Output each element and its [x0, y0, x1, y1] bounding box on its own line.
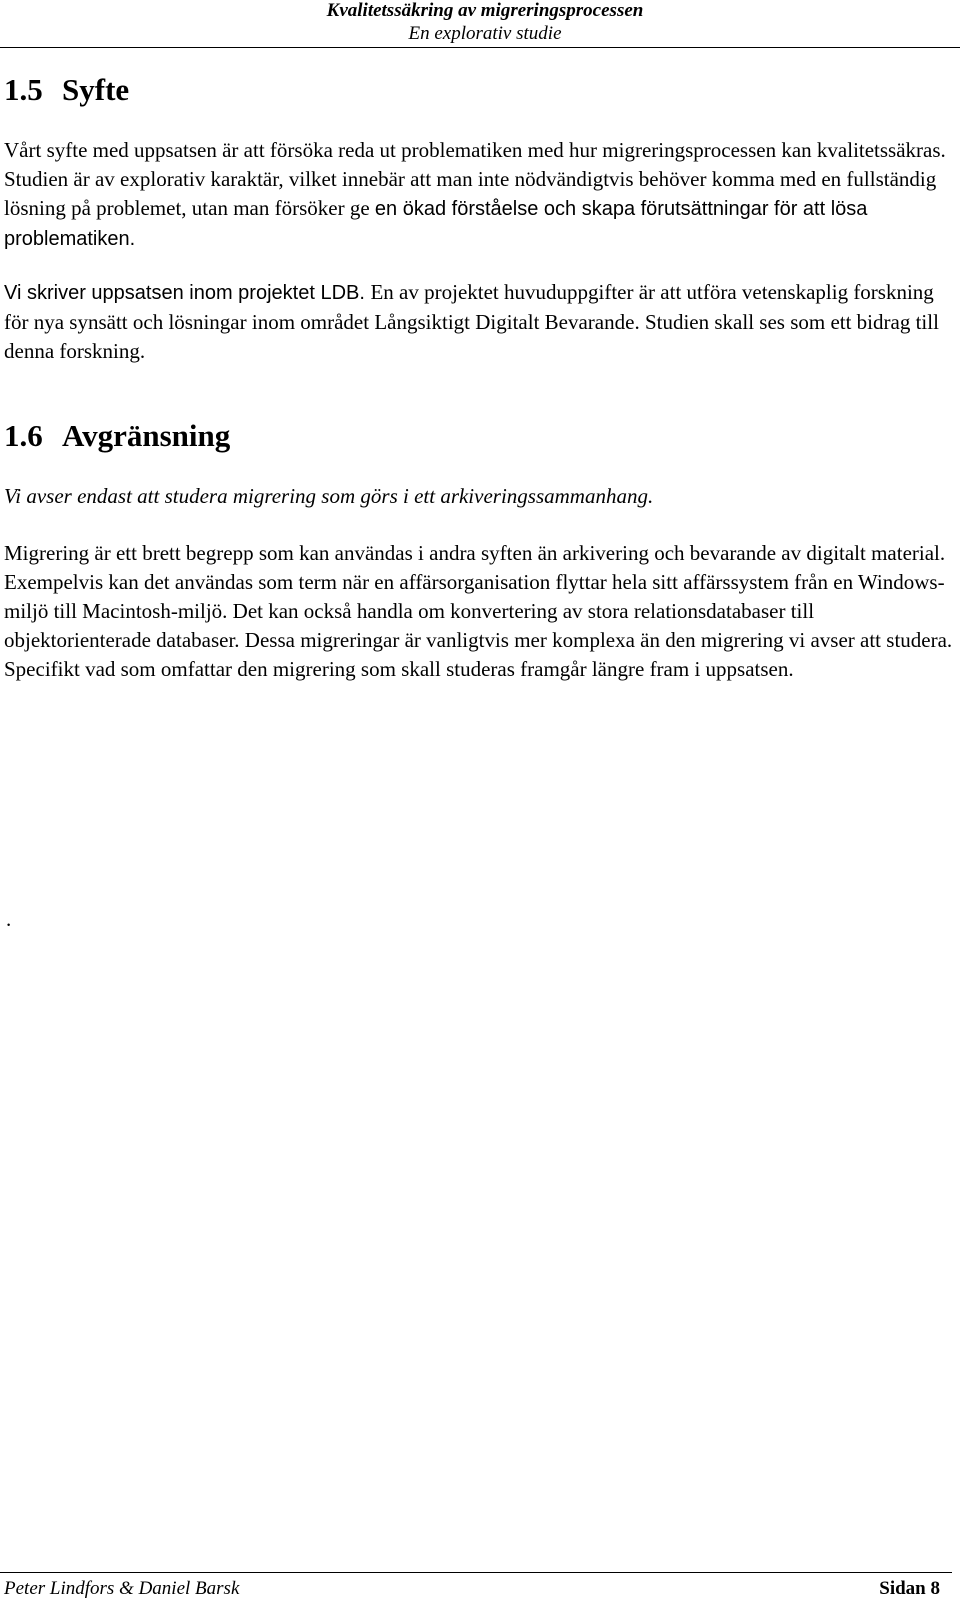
syfte-paragraph-2-serif: En av projektet huvuduppgifter är att utföra vetenskaplig forskning för nya synsätt och lösningar inom området Långsiktigt Digitalt Bevarande. Studien skall ses som ett bidrag till denna forskning.	[4, 280, 939, 363]
section-heading-syfte	[4, 72, 129, 108]
header-subtitle: En explorativ studie	[408, 23, 562, 44]
header-title: Kvalitetssäkring av migreringsprocessen	[326, 0, 644, 21]
page-header	[0, 0, 960, 50]
section-title: Syfte	[62, 72, 130, 107]
syfte-paragraph-1-serif: Vårt syfte med uppsatsen är att försöka reda ut problematiken med hur migreringsprocessen kan kvalitetssäkras. Studien är av explorativ karaktär, vilket innebär att man inte nödvändigtvis behöver komma med en fullständig lösning på problemet, utan man försöker ge	[4, 138, 946, 220]
stray-period: .	[6, 907, 12, 931]
section-number: 1.6	[4, 418, 43, 453]
syfte-paragraph-1	[4, 136, 956, 254]
footer-page-number: Sidan 8	[879, 1578, 940, 1599]
syfte-paragraph-1-sans: en ökad förståelse och skapa förutsättningar för att lösa problematiken.	[4, 198, 868, 250]
section-number: 1.5	[4, 72, 43, 107]
avgransning-paragraph-part-1: Migrering är ett brett begrepp som kan användas i andra syften än arkivering och bevarande av digitalt material.	[4, 541, 946, 565]
syfte-paragraph-2-sans: Vi skriver uppsatsen inom projektet LDB.	[4, 282, 371, 304]
section-title: Avgränsning	[62, 418, 231, 453]
header-rule	[0, 47, 960, 48]
footer-rule	[0, 1572, 952, 1573]
avgransning-italic-paragraph: Vi avser endast att studera migrering som görs i ett arkiveringssammanhang.	[4, 484, 654, 508]
section-heading-avgransning	[4, 418, 230, 454]
syfte-paragraph-2	[4, 278, 956, 366]
avgransning-paragraph	[4, 539, 956, 684]
footer-authors: Peter Lindfors & Daniel Barsk	[4, 1578, 240, 1599]
avgransning-paragraph-part-2: Exempelvis kan det användas som term när en affärsorganisation flyttar hela sitt affärssystem från en Windows-miljö till Macintosh-miljö. Det kan också handla om konvertering av stora relationsdatabaser till objektorienterade databaser. Dessa migreringar är vanligtvis mer komplexa än den migrering vi avser att studera. Specifikt vad som omfattar den migrering som skall studeras framgår längre fram i uppsatsen.	[4, 570, 953, 681]
